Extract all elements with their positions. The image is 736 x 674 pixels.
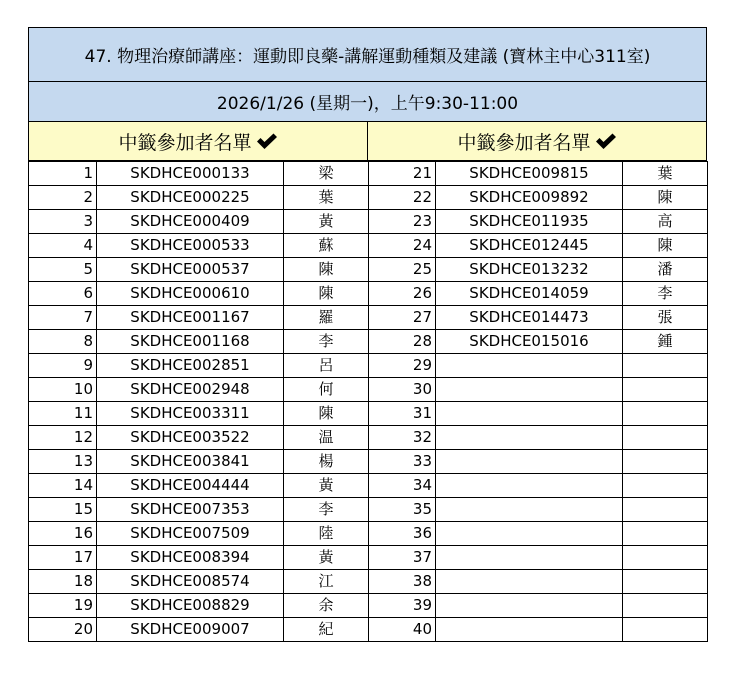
header-right	[368, 122, 707, 161]
header-left-label: 中籤參加者名單	[118, 131, 252, 154]
participant-surname	[623, 546, 708, 570]
participant-surname: 黃	[284, 474, 369, 498]
participant-surname: 陳	[623, 234, 708, 258]
participant-surname: 余	[284, 594, 369, 618]
participant-surname	[623, 522, 708, 546]
participant-code: SKDHCE009007	[97, 618, 284, 642]
participant-code: SKDHCE013232	[436, 258, 623, 282]
row-number: 19	[29, 594, 97, 618]
row-number: 15	[29, 498, 97, 522]
participant-code: SKDHCE008829	[97, 594, 284, 618]
participant-surname: 陳	[623, 186, 708, 210]
table-row	[29, 450, 708, 474]
row-number: 33	[369, 450, 436, 474]
table-row	[29, 402, 708, 426]
participant-surname: 陸	[284, 522, 369, 546]
participant-table	[28, 161, 708, 642]
row-number: 4	[29, 234, 97, 258]
participant-code	[436, 354, 623, 378]
participant-sheet	[28, 27, 707, 642]
participant-surname: 李	[284, 498, 369, 522]
table-row	[29, 354, 708, 378]
participant-surname: 葉	[623, 162, 708, 186]
row-number: 30	[369, 378, 436, 402]
event-datetime: 2026/1/26 (星期一)，上午9:30-11:00	[28, 82, 707, 122]
participant-code: SKDHCE012445	[436, 234, 623, 258]
row-number: 3	[29, 210, 97, 234]
participant-surname: 陳	[284, 402, 369, 426]
list-headers	[28, 122, 707, 161]
participant-surname	[623, 474, 708, 498]
table-row	[29, 186, 708, 210]
participant-code: SKDHCE003311	[97, 402, 284, 426]
participant-surname: 張	[623, 306, 708, 330]
participant-surname: 潘	[623, 258, 708, 282]
participant-code: SKDHCE008574	[97, 570, 284, 594]
row-number: 24	[369, 234, 436, 258]
participant-code: SKDHCE004444	[97, 474, 284, 498]
participant-code	[436, 426, 623, 450]
participant-surname	[623, 618, 708, 642]
checkmark-icon	[256, 133, 278, 149]
participant-surname	[623, 402, 708, 426]
participant-surname: 呂	[284, 354, 369, 378]
row-number: 34	[369, 474, 436, 498]
row-number: 23	[369, 210, 436, 234]
participant-code	[436, 570, 623, 594]
table-row	[29, 330, 708, 354]
row-number: 26	[369, 282, 436, 306]
row-number: 36	[369, 522, 436, 546]
participant-surname: 鍾	[623, 330, 708, 354]
participant-code: SKDHCE011935	[436, 210, 623, 234]
participant-surname	[623, 450, 708, 474]
table-row	[29, 306, 708, 330]
row-number: 13	[29, 450, 97, 474]
participant-code: SKDHCE000610	[97, 282, 284, 306]
participant-surname: 蘇	[284, 234, 369, 258]
row-number: 5	[29, 258, 97, 282]
participant-surname: 黃	[284, 546, 369, 570]
participant-code	[436, 498, 623, 522]
row-number: 31	[369, 402, 436, 426]
row-number: 32	[369, 426, 436, 450]
participant-surname: 江	[284, 570, 369, 594]
row-number: 2	[29, 186, 97, 210]
row-number: 22	[369, 186, 436, 210]
row-number: 29	[369, 354, 436, 378]
participant-surname	[623, 354, 708, 378]
table-row	[29, 210, 708, 234]
row-number: 11	[29, 402, 97, 426]
participant-code: SKDHCE002948	[97, 378, 284, 402]
table-row	[29, 258, 708, 282]
table-row	[29, 426, 708, 450]
participant-surname: 梁	[284, 162, 369, 186]
participant-surname: 何	[284, 378, 369, 402]
row-number: 6	[29, 282, 97, 306]
row-number: 10	[29, 378, 97, 402]
participant-code	[436, 594, 623, 618]
header-left	[28, 122, 368, 161]
participant-code	[436, 402, 623, 426]
table-row	[29, 570, 708, 594]
participant-surname	[623, 498, 708, 522]
row-number: 25	[369, 258, 436, 282]
table-row	[29, 522, 708, 546]
participant-surname: 羅	[284, 306, 369, 330]
row-number: 37	[369, 546, 436, 570]
participant-code	[436, 522, 623, 546]
participant-code	[436, 618, 623, 642]
participant-surname: 黃	[284, 210, 369, 234]
header-right-label: 中籤參加者名單	[457, 131, 591, 154]
row-number: 9	[29, 354, 97, 378]
participant-surname: 葉	[284, 186, 369, 210]
table-row	[29, 474, 708, 498]
table-row	[29, 378, 708, 402]
row-number: 21	[369, 162, 436, 186]
participant-surname: 陳	[284, 258, 369, 282]
row-number: 28	[369, 330, 436, 354]
participant-code: SKDHCE007353	[97, 498, 284, 522]
event-title: 47. 物理治療師講座：運動即良藥-講解運動種類及建議 (寶林主中心311室)	[28, 27, 707, 82]
participant-surname: 高	[623, 210, 708, 234]
participant-code: SKDHCE009892	[436, 186, 623, 210]
row-number: 17	[29, 546, 97, 570]
table-row	[29, 282, 708, 306]
participant-code: SKDHCE000533	[97, 234, 284, 258]
row-number: 12	[29, 426, 97, 450]
participant-code: SKDHCE003841	[97, 450, 284, 474]
participant-surname: 温	[284, 426, 369, 450]
participant-surname	[623, 570, 708, 594]
row-number: 20	[29, 618, 97, 642]
participant-surname	[623, 594, 708, 618]
participant-code: SKDHCE008394	[97, 546, 284, 570]
participant-surname	[623, 426, 708, 450]
checkmark-icon	[595, 133, 617, 149]
participant-code: SKDHCE000409	[97, 210, 284, 234]
participant-code: SKDHCE003522	[97, 426, 284, 450]
table-row	[29, 234, 708, 258]
row-number: 8	[29, 330, 97, 354]
participant-surname: 李	[623, 282, 708, 306]
row-number: 40	[369, 618, 436, 642]
participant-code: SKDHCE014059	[436, 282, 623, 306]
participant-code	[436, 546, 623, 570]
row-number: 7	[29, 306, 97, 330]
participant-code	[436, 450, 623, 474]
participant-surname: 陳	[284, 282, 369, 306]
row-number: 39	[369, 594, 436, 618]
table-row	[29, 594, 708, 618]
table-row	[29, 162, 708, 186]
participant-code	[436, 378, 623, 402]
participant-code: SKDHCE001168	[97, 330, 284, 354]
participant-surname	[623, 378, 708, 402]
table-row	[29, 498, 708, 522]
participant-code: SKDHCE007509	[97, 522, 284, 546]
table-row	[29, 618, 708, 642]
row-number: 1	[29, 162, 97, 186]
participant-code	[436, 474, 623, 498]
participant-code: SKDHCE000537	[97, 258, 284, 282]
row-number: 27	[369, 306, 436, 330]
row-number: 18	[29, 570, 97, 594]
participant-surname: 楊	[284, 450, 369, 474]
row-number: 38	[369, 570, 436, 594]
participant-surname: 李	[284, 330, 369, 354]
row-number: 14	[29, 474, 97, 498]
participant-code: SKDHCE014473	[436, 306, 623, 330]
participant-code: SKDHCE000133	[97, 162, 284, 186]
row-number: 35	[369, 498, 436, 522]
table-row	[29, 546, 708, 570]
participant-code: SKDHCE000225	[97, 186, 284, 210]
participant-surname: 紀	[284, 618, 369, 642]
row-number: 16	[29, 522, 97, 546]
participant-code: SKDHCE001167	[97, 306, 284, 330]
participant-code: SKDHCE015016	[436, 330, 623, 354]
participant-code: SKDHCE002851	[97, 354, 284, 378]
participant-code: SKDHCE009815	[436, 162, 623, 186]
